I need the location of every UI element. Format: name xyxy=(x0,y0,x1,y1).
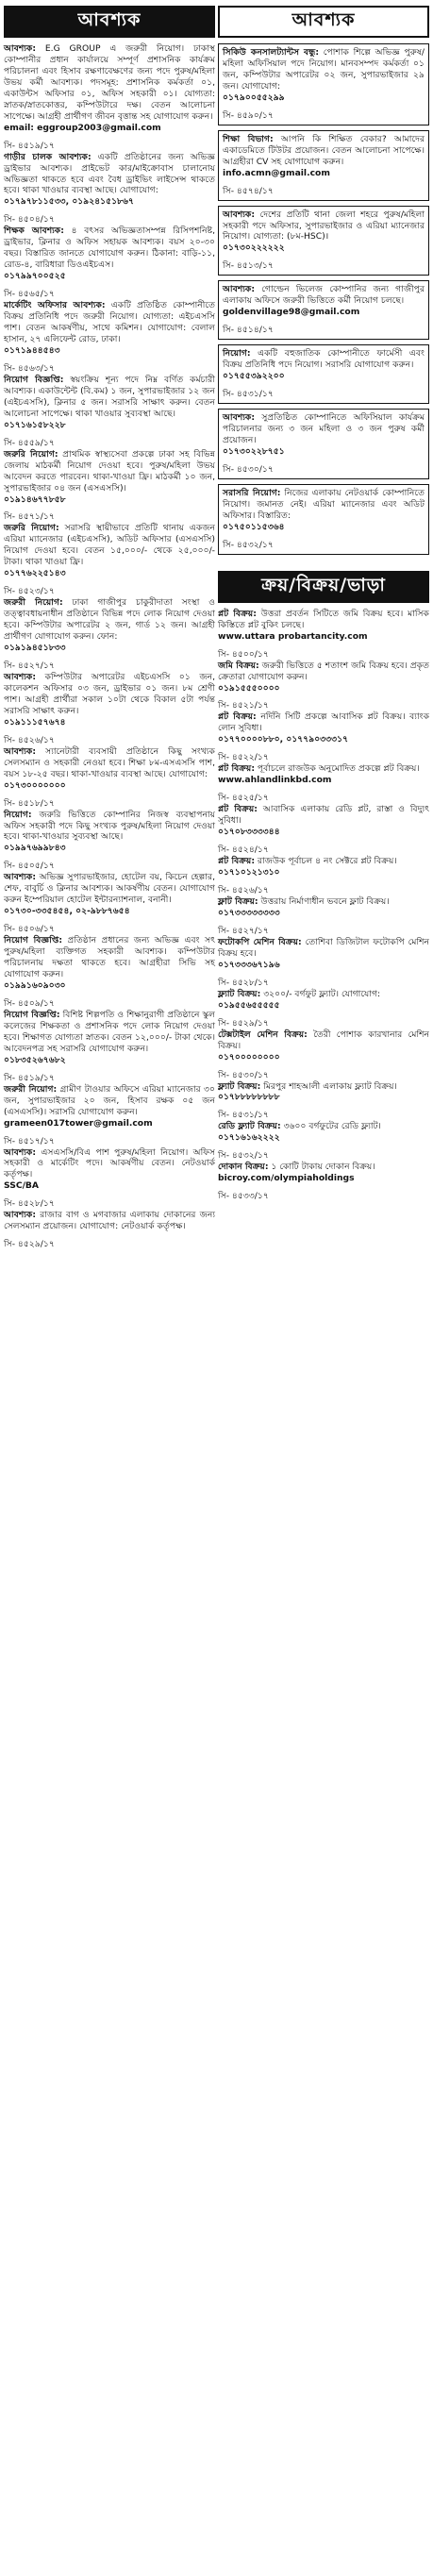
ad-text: প্রতিষ্ঠান প্রধানের জন্য অভিজ্ঞ এবং সৎ পুরুষ/মহিলা ব্যক্তিগত সহকারী আবশ্যক। কম্পিউটার পরিচালনায় দক্ষতা থাকতে হবে। আগ্রহীরা সিভি সহ যোগাযোগ করুন। xyxy=(4,935,215,980)
classified-ad xyxy=(218,937,429,989)
ad-contact: ০১৭৩০০০০০০০ xyxy=(4,779,66,791)
classified-ad xyxy=(4,43,215,152)
ad-body xyxy=(4,746,215,792)
ad-code: সি- ৪৫৩১/১৭ xyxy=(223,389,274,400)
classified-ad xyxy=(218,344,429,404)
ad-body xyxy=(4,449,215,506)
ad-headline: সরাসরি নিয়োগ: xyxy=(223,487,281,498)
ad-contact: ০১৭৭৬২২৫১৪৩ xyxy=(4,568,66,579)
ad-contact: ০১৭১০১২১৩১০ xyxy=(218,867,280,878)
ad-text: নর্দিনি সিটি প্রকল্পে আবাসিক প্লট বিক্রয়। ব্যাংক লোন সুবিধা। xyxy=(218,711,429,734)
ad-contact: ০১৭৩০-৩৩৫৪৫৪, ০২-৯৮৮৭৬৫৪ xyxy=(4,906,130,917)
ad-body xyxy=(218,1121,429,1144)
sale-section-header xyxy=(218,571,429,603)
ad-text: ৩২০০/- বর্গফুট ফ্ল্যাট। যোগাযোগ: xyxy=(263,988,381,999)
classified-ad xyxy=(4,1010,215,1084)
ad-code: সি- ৪৫১৭/১৭ xyxy=(4,1135,55,1146)
ad-body xyxy=(223,348,425,382)
classified-ad xyxy=(4,872,215,935)
ad-headline: সিকিউ কনসালট্যান্টস বন্ধু: xyxy=(223,47,320,58)
right-section-header xyxy=(218,6,429,38)
ad-code: সি- ৪৫২৬/১৭ xyxy=(218,884,269,895)
ad-code: সি- ৪৫৩১/১৭ xyxy=(218,1110,269,1121)
ad-contact: ০১৭০০০০০০০০ xyxy=(218,1051,280,1062)
ad-contact: ০১৯৯৭৬৯৯৮৪৩ xyxy=(4,843,66,854)
classified-ad xyxy=(218,484,429,555)
ad-code: সি- ৪৫৬৩/১৭ xyxy=(4,362,55,374)
ad-headline: মার্কেটিং অফিসার আবশ্যক: xyxy=(4,300,106,311)
ad-code: সি- ৪৫৯০/১৭ xyxy=(223,109,274,121)
ad-headline: দোকান বিক্রয়: xyxy=(218,1162,269,1173)
ad-contact: ০১৯১১১৫৭৬৭৪ xyxy=(4,716,66,728)
ad-contact: ০১৭৯৯৭০০৫২৫ xyxy=(4,271,66,282)
classified-ad xyxy=(218,856,429,896)
classified-ad xyxy=(4,672,215,746)
ad-contact: ০১৭৩৩৩৬৭১৯৬ xyxy=(218,959,280,970)
ad-contact: goldenvillage98@gmail.com xyxy=(223,307,360,318)
ad-body xyxy=(218,609,429,643)
classified-ad xyxy=(4,523,215,597)
classified-ad xyxy=(218,409,429,479)
ad-code: সি- ৪৫০৪/১৭ xyxy=(4,214,55,226)
ad-contact: SSC/BA xyxy=(4,1180,40,1192)
ad-code: সি- ৪৫৩২/১৭ xyxy=(218,1150,269,1162)
ad-contact: ০১৭৭০০০০৮৮০, ০১৭৭৯০৩৩৩১৭ xyxy=(218,734,349,745)
ad-body xyxy=(223,134,425,179)
ad-code: সি- ৪৫১৯/১৭ xyxy=(4,140,55,151)
ad-contact: ০১৭৫০১১৫৩৬৪ xyxy=(223,521,285,532)
ad-headline: আবশ্যক: xyxy=(223,284,256,295)
ad-code: সি- ৪৫২৪/১৭ xyxy=(218,845,269,856)
ad-headline: রেডি ফ্ল্যাট বিক্রয়: xyxy=(218,1121,281,1132)
ad-body xyxy=(218,937,429,971)
ad-contact: ০১৯৯১৬০৯০৩০ xyxy=(4,980,66,991)
ad-code: সি- ৪৫০০/১৭ xyxy=(218,648,269,660)
ad-body xyxy=(218,1029,429,1063)
ad-headline: শিক্ষা বিভাগ: xyxy=(223,133,274,144)
ad-contact: ০১৭১৬১৬২২২২ xyxy=(218,1132,280,1144)
ad-headline: ফ্ল্যাট বিক্রয়: xyxy=(218,1080,261,1092)
classified-ad xyxy=(4,1084,215,1147)
ad-headline: জরুরি নিয়োগ: xyxy=(4,448,58,460)
ad-headline: প্লট বিক্রয়: xyxy=(218,711,257,723)
ad-text: আপনি কি শিক্ষিত বেকার? আমাদের একাডেমিতে টিউটর প্রয়োজন। বেতন আলোচনা সাপেক্ষে। আগ্রহীরা CV সহ যোগাযোগ করুন। xyxy=(223,133,425,167)
ad-code: সি- ৪৫৩২/১৭ xyxy=(223,539,274,550)
ad-headline: আবশ্যক: xyxy=(4,43,37,54)
ad-text: পোশাক শিল্পে অভিজ্ঞ পুরুষ/মহিলা অফিসিয়াল পদে নিয়োগ। মানবসম্পদ কর্মকর্তা ০১ জন, কম্পিউটার অপারেটর ০২ জন, সুপারভাইজার ২৯ জন। যোগাযোগ: xyxy=(223,47,425,92)
ad-contact: ০১৮৩৫২৬৭৬৮২ xyxy=(4,1054,66,1065)
classified-ad xyxy=(218,804,429,856)
ad-text: সুপ্রতিষ্ঠিত কোম্পানিতে অফিসিয়াল কার্যক্রম পরিচালনার জন্য ৩ জন মহিলা ও ৩ জন পুরুষ কর্মী প্রয়োজন। xyxy=(223,412,425,446)
ad-body xyxy=(4,872,215,917)
ad-headline: প্লট বিক্রয়: xyxy=(218,856,255,867)
ad-body xyxy=(4,375,215,431)
ad-body xyxy=(218,711,429,745)
ad-text: প্রাথমিক স্বাস্থ্যসেবা প্রকল্পে ঢাকা সহ বিভিন্ন জেলায় মাঠকর্মী নিয়োগ দেওয়া হবে। পুরুষ/মহিলা উভয় আবেদন করতে পারবেন। থাকা-খাওয়া ফ্রি। মাঠকর্মী ১০ জন, সুপারভাইজার ০৪ জন (এসএসসি)। xyxy=(4,448,216,493)
ad-headline: নিয়োগ বিজ্ঞপ্তি: xyxy=(4,935,63,946)
ad-contact: www.uttara probartancity.com xyxy=(218,630,368,642)
ad-code: সি- ৪৫৭৪/১৭ xyxy=(223,185,274,196)
ad-text: তোশিবা ডিজিটাল ফটোকপি মেশিন বিক্রয় হবে। xyxy=(218,936,430,959)
ad-headline: শিক্ষক আবশ্যক: xyxy=(4,226,64,237)
ad-headline: আবশ্যক: xyxy=(4,872,37,883)
ad-text: পূর্বাচলে রাজউক অনুমোদিত প্রকল্পে প্লট বিক্রয়। xyxy=(257,763,420,775)
ad-body xyxy=(4,1084,215,1129)
classified-ad xyxy=(4,449,215,524)
ad-code: সি- ৪৫৩৩/১৭ xyxy=(218,1191,269,1202)
ad-headline: আবশ্যক: xyxy=(223,209,256,220)
ad-body xyxy=(4,597,215,654)
ad-headline: ফটোকপি মেশিন বিক্রয়: xyxy=(218,936,302,947)
ad-headline: প্লট বিক্রয়: xyxy=(218,804,258,815)
ad-code: সি- ৪৫২৭/১৭ xyxy=(4,660,55,671)
ad-body xyxy=(223,412,425,458)
ad-text: উত্তরা প্রবর্তন সিটিতে জমি বিক্রয় হবে। মাসিক কিস্তিতে প্লট বুকিং চলছে। xyxy=(218,608,429,630)
ad-text: রাজার বাগ ও মগবাজার এলাকায় দোকানের জন্য সেলসম্যান প্রয়োজন। যোগাযোগ: নেটওয়ার্ক কর্তৃপক্ষ। xyxy=(4,1210,215,1232)
ad-contact: ০১৭৫৫৩৯২২০০ xyxy=(223,371,285,382)
ad-headline: জরুরী নিয়োগ: xyxy=(4,1083,58,1095)
ad-contact: ০১৭৯০০৫৫২৯৯ xyxy=(223,92,285,103)
ad-headline: আবশ্যক: xyxy=(4,1210,37,1221)
ad-headline: আবশ্যক: xyxy=(4,671,37,682)
ad-contact: ০১৭৯৭৮১১৫৩৩, ০১৯২৪১৫১৮৬৭ xyxy=(4,196,134,208)
ad-text: আবাসিক এলাকায় রেডি প্লট, রাস্তা ও বিদ্যুৎ সুবিধা। xyxy=(218,804,429,827)
ad-contact: ০১৯১৯৪৫১৮৩৩ xyxy=(4,643,66,654)
ad-headline: নিয়োগ বিজ্ঞপ্তি: xyxy=(4,374,64,385)
left-ads-list xyxy=(4,43,215,1250)
ad-body xyxy=(4,152,215,209)
classified-ad xyxy=(4,746,215,810)
ad-headline: প্লট বিক্রয়: xyxy=(218,608,257,619)
ad-body xyxy=(223,488,425,533)
ad-text: একটি প্রতিষ্ঠানের জন্য অভিজ্ঞ ড্রাইভার আবশ্যক। প্রাইভেট কার/মাইক্রোবাস চালানোয় অভিজ্ঞতা থাকতে হবে এবং বৈধ ড্রাইভিং লাইসেন্স থাকতে হবে। থাকা খাওয়ার ব্যবস্থা আছে। যোগাযোগ: xyxy=(4,151,216,196)
ad-contact: ০১৭৩৩৩৩৩৩৩৩ xyxy=(218,907,280,918)
ad-body xyxy=(4,43,215,134)
ad-body xyxy=(4,1210,215,1232)
ad-text: রাজউক পূর্বাচল ৪ নং সেক্টরে প্লট বিক্রয়। xyxy=(257,856,397,867)
ad-text: জরুরি ভিত্তিতে কোম্পানির নিজস্ব ব্যবস্থাপনায় অফিস সহকারী পদে কিছু সংখ্যক পুরুষ/মহিলা নিয়োগ দেওয়া হবে। থাকা-খাওয়ার সুব্যবস্থা আছে। xyxy=(4,809,216,843)
ad-code: সি- ৪৫২৩/১৭ xyxy=(4,586,55,597)
ad-body xyxy=(4,672,215,728)
ad-body xyxy=(218,763,429,786)
ad-headline: নিয়োগ: xyxy=(4,809,32,820)
classified-ad xyxy=(4,1210,215,1250)
ad-code: সি- ৪৫২৭/১৭ xyxy=(218,925,269,936)
ad-code: সি- ৪৫২৯/১৭ xyxy=(218,1017,269,1029)
ad-body xyxy=(4,1010,215,1066)
ad-code: সি- ৪৫১৮/১৭ xyxy=(4,797,55,809)
ad-contact: bicroy.com/olympiaholdings xyxy=(218,1173,355,1184)
ad-body xyxy=(218,661,429,694)
ad-text: E.G GROUP এ জরুরী নিয়োগ। ঢাকাস্থ কোম্পানীর প্রধান কার্যালয়ে সম্পূর্ণ প্রশাসনিক কার্যক্রম পরিচালনা এবং হিসাব রক্ষণাবেক্ষণের জন্য পদে পুরুষ/মহিলা উভয় কর্মী আবশ্যক। পদসমূহ: প্রশাসনিক কর্মকর্তা ০১, একাউন্টস অফিসার ০১, অফিস সহকারী ০১। যোগ্যতা: স্নাতক/স্নাতকোত্তর, কম্পিউটারে দক্ষ। বেতন আলোচনা সাপেক্ষে। আগ্রহী প্রার্থীগণ জীবন বৃত্তান্ত সহ যোগাযোগ করুন। xyxy=(4,43,216,122)
ad-code: সি- ৪৫২৮/১৭ xyxy=(4,1198,55,1210)
classified-ad xyxy=(218,43,429,125)
ad-contact: ০১৯৫৫৬৫৫৫৫৫ xyxy=(218,999,280,1011)
classified-ad xyxy=(4,935,215,1010)
ad-body xyxy=(218,989,429,1012)
right-box-ads-list xyxy=(218,43,429,555)
classified-ad xyxy=(218,989,429,1029)
ad-body xyxy=(218,804,429,838)
left-section-header xyxy=(4,6,215,38)
ad-code: সি- ৪৫৫৯/১৭ xyxy=(4,437,55,448)
ad-body xyxy=(218,1081,429,1104)
ad-headline: গাড়ীর চালক আবশ্যক: xyxy=(4,151,92,162)
classified-ad xyxy=(218,661,429,712)
ad-code: সি- ৪৫৭১/১৭ xyxy=(4,511,55,523)
ad-body xyxy=(4,810,215,855)
classified-ad xyxy=(4,810,215,873)
classified-ad xyxy=(218,609,429,661)
ad-contact: ০১৭৩০২২২২২২ xyxy=(223,243,285,254)
ad-text: জরুরী ভিত্তিতে ৫ শতাংশ জমি বিক্রয় হবে। প্রকৃত ক্রেতারা যোগাযোগ করুন। xyxy=(218,660,429,682)
ad-contact: ০১৭১৯৪৪৫৪৩ xyxy=(4,344,60,356)
ad-text: দেশের প্রতিটি থানা জেলা শহরে পুরুষ/মহিলা সহকারী পদে অফিসার, সুপারভাইজার ও এরিয়া ম্যানেজার নিয়োগ। যোগ্যতা: (৮ম-HSC)। xyxy=(223,209,425,243)
ad-headline: ফ্লাট বিক্রয়: xyxy=(218,895,258,907)
ad-text: গোল্ডেন ভিলেজ কোম্পানির জন্য গাজীপুর এলাকায় অফিসে জরুরী ভিত্তিতে কর্মী নিয়োগ চলছে। xyxy=(223,284,425,307)
classified-ad xyxy=(218,1081,429,1122)
ad-text: ৩৬০০ বর্গফুটের রেডি ফ্ল্যাট। xyxy=(283,1121,381,1132)
ad-text: একটি বহুজাতিক কোম্পানীতে ফার্মেসী এবং বিক্রয় প্রতিনিধি পদে নিয়োগ। সরাসরি যোগাযোগ করুন। xyxy=(223,348,425,371)
classified-ad xyxy=(218,1162,429,1202)
ad-body xyxy=(223,47,425,104)
ad-headline: আবশ্যক: xyxy=(223,412,256,424)
classified-ad xyxy=(218,206,429,276)
ad-headline: ফ্ল্যাট বিক্রয়: xyxy=(218,988,261,999)
ad-contact: ০১৭০৮৩৩৩৩৪৪ xyxy=(218,827,280,838)
ad-body xyxy=(4,1147,215,1193)
ad-text: ৪ বৎসর অভিজ্ঞতাসম্পন্ন রিসিপশনিষ্ট, ড্রাইভার, ক্লিনার ও অফিস সহায়ক আবশ্যক। বয়স ২০-৩০ বছর। বিস্তারিত জানতে যোগাযোগ করুন। ঠিকানা: বাড়ি-১১, রোড-৪, বারিধারা ডিওএইচএস। xyxy=(4,226,215,271)
classified-ad xyxy=(218,711,429,763)
ad-contact: info.acmn@gmail.com xyxy=(223,167,330,178)
ad-text: ১ কোটি টাকায় দোকান বিক্রয়। xyxy=(271,1162,375,1173)
ad-code: সি- ৪৫২৮/১৭ xyxy=(218,977,269,988)
classified-ad xyxy=(218,1121,429,1162)
ad-code: সি- ৪৫১৩/১৭ xyxy=(223,260,274,272)
ad-code: সি- ৪৫২২/১৭ xyxy=(218,752,269,763)
classified-ad xyxy=(218,130,429,201)
ad-text: সরাসরি স্থায়ীভাবে প্রতিটি থানায় একজন এরিয়া ম্যানেজার (এইচএসসি), অডিট অফিসার (এসএসসি) নিয়োগ দেওয়া হবে। বেতন ১৫,০০০/- থেকে ২৫,০০০/- টাকা। থাকা খাওয়া ফ্রি। xyxy=(4,523,215,568)
ad-contact: grameen017tower@gmail.com xyxy=(4,1117,153,1129)
classified-ad xyxy=(4,300,215,375)
ad-text: উত্তরায় নির্মাণাধীন ভবনে ফ্লাট বিক্রয়। xyxy=(260,895,390,907)
ad-body xyxy=(223,284,425,318)
ad-text: একটি প্রতিষ্ঠিত কোম্পানীতে বিক্রয় প্রতিনিধি পদে জরুরী নিয়োগ। যোগ্যতা: এইচএসসি পাশ। বেতন আকর্ষণীয়, সাথে কমিশন। যোগাযোগ: বেলাল হাসান, ২৭ এলিফেন্ট রোড, ঢাকা। xyxy=(4,300,216,345)
ad-code: সি- ৪৫২৬/১৭ xyxy=(4,734,55,745)
ad-text: নিজের এলাকায় নেটওয়ার্ক কোম্পানিতে নিয়োগ। জমানত নেই। এরিয়া ম্যানেজার এবং অডিট অফিসার। বিস্তারিত: xyxy=(223,487,425,521)
ad-headline: আবশ্যক: xyxy=(4,745,37,757)
ad-contact: ০১৯১৫৫৫০০০০ xyxy=(218,682,280,694)
ad-headline: জমি বিক্রয়: xyxy=(218,660,259,671)
ad-text: তৈরী পোশাক কারখানার মেশিন বিক্রয়। xyxy=(218,1029,429,1051)
ad-code: সি- ৪৫২১/১৭ xyxy=(218,700,269,711)
ad-headline: টেক্সটাইল মেশিন বিক্রয়: xyxy=(218,1029,308,1040)
classified-ad xyxy=(218,763,429,804)
classified-ad xyxy=(218,280,429,340)
ad-body xyxy=(4,300,215,357)
ad-body xyxy=(223,209,425,255)
ad-body xyxy=(218,896,429,919)
ad-text: এসএসসি/বিএ পাশ পুরুষ/মহিলা নিয়োগ। অফিস সহকারী ও মার্কেটিং পদে। আকর্ষণীয় বেতন। নেটওয়ার্ক কর্তৃপক্ষ। xyxy=(4,1146,216,1180)
ad-body xyxy=(4,523,215,579)
ad-headline: প্লট বিক্রয়: xyxy=(218,763,255,775)
ad-text: স্যানেটারী ব্যবসায়ী প্রতিষ্ঠানে কিছু সংখ্যক সেলসম্যান ও সহকারী নেওয়া হবে। শিক্ষা ৮ম-এসএসসি পাশ, বয়স ১৮-২৫ বছর। থাকা-খাওয়ার ব্যবস্থা আছে। যোগাযোগ: xyxy=(4,745,215,779)
left-section-title: আবশ্যক xyxy=(77,9,142,30)
ad-text: বিশিষ্ট শিল্পপতি ও শিক্ষানুরাগী প্রতিষ্ঠানে স্কুল কলেজের শিক্ষকতা ও প্রশাসনিক পদে লোক নিয়োগ দেওয়া হবে। শিক্ষাগত যোগ্যতা স্নাতক। বেতন ১২,০০০/- টাকা থেকে। আবেদনপত্র সহ সরাসরি যোগাযোগ করুন। xyxy=(4,1009,215,1054)
ad-text: অভিজ্ঞ সুপারভাইজার, হোটেল বয়, কিচেন হেল্পার, শেফ, বাবুর্চি ও ক্লিনার আবশ্যক। আকর্ষণীয় বেতন। যোগাযোগ করুন ইম্পেরিয়াল হোটেল ইন্টারন্যাশনাল, বনানী। xyxy=(4,872,216,906)
ad-contact: ০১৭১৬১৫৮২২৮ xyxy=(4,419,66,430)
ad-body xyxy=(4,226,215,282)
sale-ads-list xyxy=(218,609,429,1203)
ad-contact: ০১৯১৪৬৭৭৮৫৮ xyxy=(4,493,66,505)
ad-body xyxy=(218,856,429,878)
classified-ad xyxy=(218,896,429,937)
ad-text: কম্পিউটার অপারেটর এইচএসসি ০১ জন, কালেকশন অফিসার ০৩ জন, ড্রাইভার ০১ জন। ৮ম শ্রেণী পাশ। আগ্রহী প্রার্থীরা সকাল ১০টা থেকে বিকাল ৫টা পর্যন্ত সরাসরি সাক্ষাৎ করুন। xyxy=(4,671,216,716)
classified-ad xyxy=(4,1147,215,1211)
classified-ad xyxy=(4,152,215,226)
sale-section-title: ক্রয়/বিক্রয়/ভাড়া xyxy=(261,574,386,595)
ad-headline: নিয়োগ: xyxy=(223,348,251,360)
ad-text: গ্রামীণ টাওয়ার অফিসে এরিয়া ম্যানেজার ৩০ জন, সুপারভাইজার ২০ জন, হিসাব রক্ষক ০৫ জন (এসএসসি)। সরাসরি যোগাযোগ করুন। xyxy=(4,1083,216,1117)
ad-contact: ০১৭৮৮৮৮৮৮৮৮ xyxy=(218,1092,280,1103)
classified-ad xyxy=(4,226,215,300)
ad-text: মিরপুর শাহআলী এলাকায় ফ্ল্যাট বিক্রয়। xyxy=(263,1080,397,1092)
right-column xyxy=(218,6,429,1202)
ad-headline: জরুরি নিয়োগ: xyxy=(4,523,59,534)
right-section-title: আবশ্যক xyxy=(291,9,356,30)
ad-code: সি- ৪৫০৯/১৭ xyxy=(4,997,55,1009)
ad-text: স্বয়ংক্রিয় শূন্য পদে নিম্ন বর্ণিত কর্মচারী আবশ্যক। একাউন্টেন্ট (বি.কম) ১ জন, সুপারভাইজার ১২ জন (এইচএসসি), ক্লিনার ৫ জন। সরাসরি সাক্ষাৎ করুন। বেতন আলোচনা সাপেক্ষে। থাকা খাওয়ার সুব্যবস্থা আছে। xyxy=(4,374,215,419)
ad-code: সি- ৪৫৩০/১৭ xyxy=(218,1069,269,1080)
ad-contact: www.ahlandlinkbd.com xyxy=(218,775,332,786)
ad-code: সি- ৪৫২৫/১৭ xyxy=(218,793,269,804)
ad-contact: email: eggroup2003@gmail.com xyxy=(4,122,161,133)
ad-body xyxy=(4,935,215,992)
ad-body xyxy=(218,1162,429,1184)
ad-code: সি- ৪৫০৫/১৭ xyxy=(4,861,55,872)
ad-code: সি- ৪৫১৯/১৭ xyxy=(4,1072,55,1083)
ad-code: সি- ৪৫৬৫/১৭ xyxy=(4,289,55,300)
ad-headline: জরুরী নিয়োগ: xyxy=(4,597,63,609)
classified-ad xyxy=(218,1029,429,1081)
ad-text: ঢাকা গাজীপুর চাকুরীদাতা সংস্থা ও তত্ত্বাবধায়নাধীন প্রতিষ্ঠানে বিভিন্ন পদে লোক নিয়োগ দেওয়া হবে। কম্পিউটার অপারেটর ২ জন, গার্ড ১২ জন। আগ্রহী প্রার্থীগণ যোগাযোগ করুন। ফোন: xyxy=(4,597,215,643)
classified-ad xyxy=(4,597,215,672)
classified-ad xyxy=(4,375,215,449)
ad-code: সি- ৪৫০৬/১৭ xyxy=(4,924,55,935)
ad-code: সি- ৪৫৩০/১৭ xyxy=(223,463,274,475)
ad-code: সি- ৪৫২৯/১৭ xyxy=(4,1239,55,1250)
ad-headline: আবশ্যক: xyxy=(4,1146,37,1158)
ad-headline: নিয়োগ বিজ্ঞপ্তি: xyxy=(4,1009,60,1020)
ad-contact: ০১৭৩০২২৮৭৫১ xyxy=(223,445,285,457)
left-column xyxy=(4,6,215,1250)
ad-code: সি- ৪৫১৪/১৭ xyxy=(223,325,274,336)
